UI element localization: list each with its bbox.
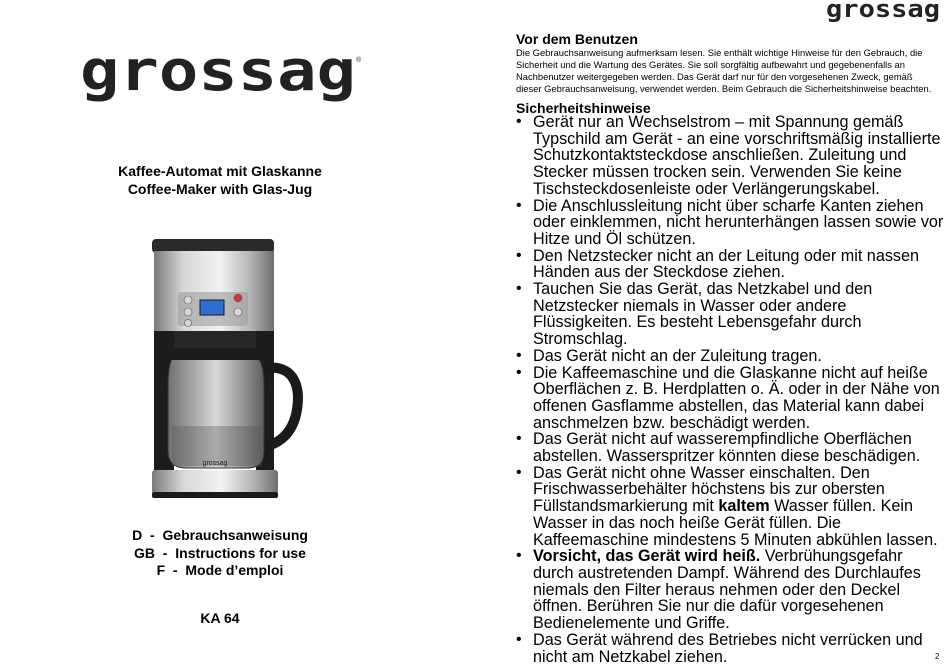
left-page [0, 0, 475, 664]
list-item: • Das Gerät nicht auf wasserempfindliche Oberflächen abstellen. Wasserspritzer könnten diese beschädigen. [516, 431, 944, 464]
product-title [80, 162, 360, 198]
brand-logo [80, 52, 362, 107]
list-item [516, 465, 944, 549]
language-label: Gebrauchsanweisung [162, 527, 308, 543]
intro-paragraph: Die Gebrauchsanweisung aufmerksam lesen. Sie enthält wichtige Hinweise für den Gebrauch, die Sicherheit und die Wartung des Gerätes. Sie soll sorgfältig aufbewahrt und gegebenenfalls an Nachbenutzer weitergegeben werden. Das Gerät darf nur für den vorgesehenen Zweck, gemäß dieser Gebrauchsanweisung, verwendet werden. Beim Gebrauch die Sicherheitshinweise beachten. [516, 47, 932, 94]
language-line: D - Gebrauchsanweisung [132, 527, 308, 543]
language-list [80, 527, 360, 580]
language-label: Mode d’emploi [185, 562, 284, 578]
list-item-text: Das Gerät nicht ohne Wasser einschalten. Den Frischwasserbehälter höchstens bis zur obersten Füllstandsmarkierung mit [533, 463, 885, 516]
product-title-de: Kaffee-Automat mit Glaskanne [118, 163, 322, 179]
model-number: KA 64 [200, 610, 240, 626]
list-item: • Tauchen Sie das Gerät, das Netzkabel und den Netzstecker niemals in Wasser oder andere Flüssigkeiten. Es besteht Lebensgefahr durch Stromschlag. [516, 281, 944, 348]
device-brand-label: grossag [202, 460, 228, 467]
header-brand-logo [826, 0, 944, 27]
list-item-emphasis: kaltem [718, 497, 770, 516]
language-line: GB - Instructions for use [134, 544, 306, 561]
list-item-emphasis: Vorsicht, das Gerät wird heiß. [533, 547, 761, 566]
list-item: • Die Kaffeemaschine und die Glaskanne nicht auf heiße Oberflächen z. B. Herdplatten o. Ä. oder in der Nähe von offenen Gasflamme abstellen, das Material kann dabei anschmelzen bzw. beschädigt werden. [516, 365, 944, 432]
list-item-text: Wasser füllen. Kein Wasser in das noch heiße Gerät füllen. Die Kaffeemaschine mindestens 5 Minuten abkühlen lassen. [533, 497, 938, 549]
list-item: • Die Anschlussleitung nicht über scharfe Kanten ziehen oder einklemmen, nicht herunterhängen lassen sowie vor Hitze und Öl schützen. [516, 198, 944, 248]
section-heading-before-use: Vor dem Benutzen [516, 31, 638, 47]
language-code: D [132, 527, 143, 543]
list-item: • Gerät nur an Wechselstrom – mit Spannung gemäß Typschild am Gerät - an eine vorschriftsmäßig installierte Schutzkontaktsteckdose anschließen. Zuleitung und Stecker müssen trocken sein. Verwenden Sie keine Tischsteckdosenleiste oder Verlängerungskabel. [516, 114, 944, 198]
language-label: Instructions for use [175, 544, 306, 561]
list-item [516, 548, 944, 632]
language-code: F [156, 562, 166, 578]
list-item-text: Verbrühungsgefahr durch austretenden Dampf. Während des Durchlaufes niemals den Filter heraus nehmen oder den Deckel öffnen. Berühren Sie nur die dafür vorgesehenen Bedienelemente und Griffe. [533, 547, 921, 633]
safety-list [516, 114, 944, 665]
brand-logo-text: grossag [80, 52, 356, 102]
language-line: F - Mode d’emploi [156, 562, 284, 578]
list-item: • Den Netzstecker nicht an der Leitung oder mit nassen Händen aus der Steckdose ziehen. [516, 248, 944, 281]
list-item: • Das Gerät während des Betriebes nicht verrücken und nicht am Netzkabel ziehen. [516, 632, 944, 665]
registered-mark: ® [356, 57, 362, 64]
coffee-maker-image [138, 236, 303, 506]
section-heading-safety: Sicherheitshinweise [516, 100, 651, 116]
product-title-en: Coffee-Maker with Glas-Jug [127, 181, 313, 197]
list-item: • Das Gerät nicht an der Zuleitung tragen. [516, 348, 944, 365]
header-brand-logo-text: grossag [826, 0, 940, 22]
language-code: GB [134, 544, 156, 561]
page-number: 2 [935, 652, 940, 661]
